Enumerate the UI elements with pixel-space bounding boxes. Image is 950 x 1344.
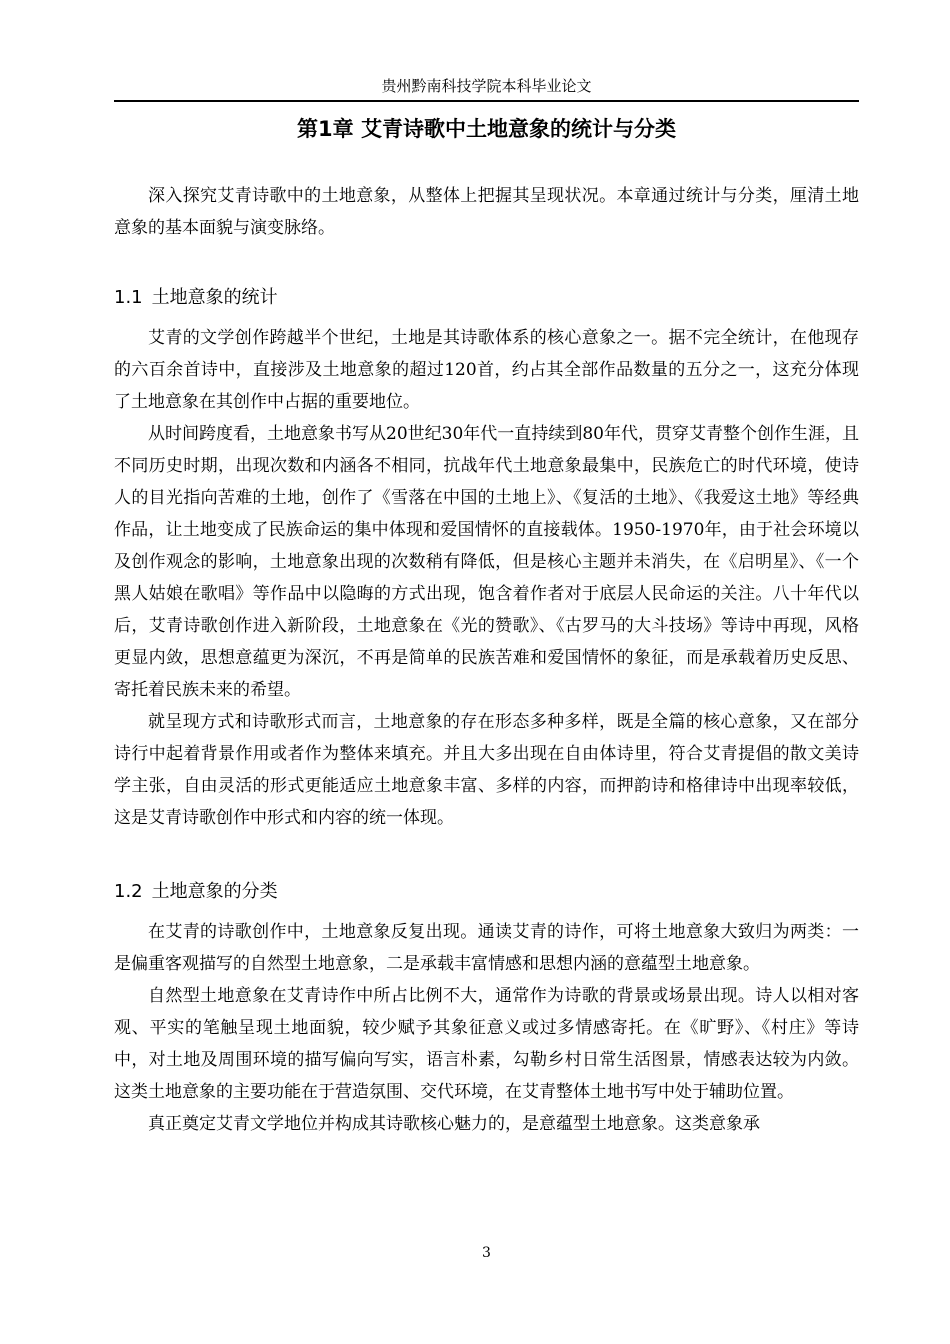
- body-paragraph: 真正奠定艾青文学地位并构成其诗歌核心魅力的，是意蕴型土地意象。这类意象承: [148, 1114, 760, 1134]
- section-heading-1-1: [114, 282, 859, 314]
- section-number: 1.1: [114, 287, 143, 308]
- body-paragraph: 在艾青的诗歌创作中，土地意象反复出现。通读艾青的诗作，可将土地意象大致归为两类：一是偏重客观描写的自然型土地意象，二是承载丰富情感和思想内涵的意蕴型土地意象。: [114, 922, 859, 974]
- section-title-text: 土地意象的分类: [151, 881, 278, 902]
- body-paragraph: 就呈现方式和诗歌形式而言，土地意象的存在形态多种多样，既是全篇的核心意象，又在部分诗行中起着背景作用或者作为整体来填充。并且大多出现在自由体诗里，符合艾青提倡的散文美诗学主张，自由灵活的形式更能适应土地意象丰富、多样的内容，而押韵诗和格律诗中出现率较低，这是艾青诗歌创作中形式和内容的统一体现。: [114, 712, 859, 828]
- body-paragraph: 艾青的文学创作跨越半个世纪，土地是其诗歌体系的核心意象之一。据不完全统计，在他现存的六百余首诗中，直接涉及土地意象的超过120首，约占其全部作品数量的五分之一，这充分体现了土地意象在其创作中占据的重要地位。: [114, 328, 859, 412]
- header-rule: [114, 100, 859, 102]
- section-number: 1.2: [114, 881, 143, 902]
- chapter-title: 第1章 艾青诗歌中土地意象的统计与分类: [297, 117, 676, 141]
- section-heading-1-2: [114, 876, 859, 908]
- page-number: 3: [482, 1245, 491, 1261]
- running-header: 贵州黔南科技学院本科毕业论文: [381, 77, 592, 95]
- body-paragraph: 从时间跨度看，土地意象书写从20世纪30年代一直持续到80年代，贯穿艾青整个创作生涯，且不同历史时期，出现次数和内涵各不相同，抗战年代土地意象最集中，民族危亡的时代环境，使诗人的目光指向苦难的土地，创作了《雪落在中国的土地上》、《复活的土地》、《我爱这土地》等经典作品，让土地变成了民族命运的集中体现和爱国情怀的直接载体。1950-1970年，由于社会环境以及创作观念的影响，土地意象出现的次数稍有降低，但是核心主题并未消失，在《启明星》、《一个黑人姑娘在歌唱》等作品中以隐晦的方式出现，饱含着作者对于底层人民命运的关注。八十年代以后，艾青诗歌创作进入新阶段，土地意象在《光的赞歌》、《古罗马的大斗技场》等诗中再现，风格更显内敛，思想意蕴更为深沉，不再是简单的民族苦难和爱国情怀的象征，而是承载着历史反思、寄托着民族未来的希望。: [114, 424, 859, 700]
- body-paragraph: 自然型土地意象在艾青诗作中所占比例不大，通常作为诗歌的背景或场景出现。诗人以相对客观、平实的笔触呈现土地面貌，较少赋予其象征意义或过多情感寄托。在《旷野》、《村庄》等诗中，对土地及周围环境的描写偏向写实，语言朴素，勾勒乡村日常生活图景，情感表达较为内敛。这类土地意象的主要功能在于营造氛围、交代环境，在艾青整体土地书写中处于辅助位置。: [114, 986, 859, 1102]
- body-content: [114, 180, 859, 1140]
- intro-paragraph: 深入探究艾青诗歌中的土地意象，从整体上把握其呈现状况。本章通过统计与分类，厘清土地意象的基本面貌与演变脉络。: [114, 186, 859, 238]
- section-title-text: 土地意象的统计: [151, 287, 278, 308]
